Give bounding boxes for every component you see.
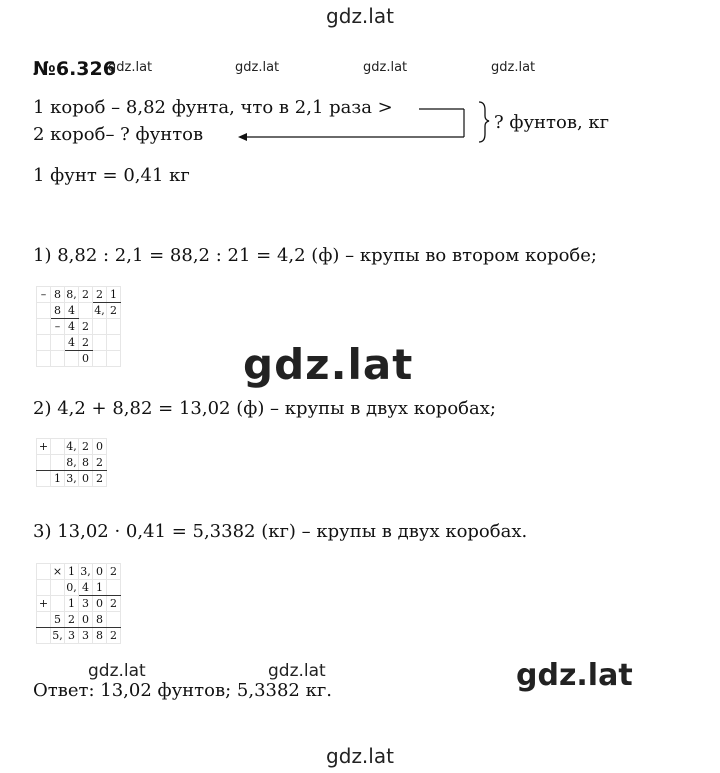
watermark-small-3: gdz.lat [363,60,408,75]
add-row-3: 1 3, 0 2 [37,471,107,487]
step-2: 2) 4,2 + 8,82 = 13,02 (ф) – крупы в двух коробах; [33,398,496,419]
addition-column [36,438,107,487]
condition-line-2: 2 короб– ? фунтов [33,124,204,145]
watermark-top: gdz.lat [326,4,394,28]
watermark-small-4: gdz.lat [491,60,536,75]
watermark-small-2: gdz.lat [235,60,280,75]
division-column [36,286,121,367]
mul-row-4: 5 2 0 8 [37,612,121,628]
condition-line-1: 1 короб – 8,82 фунта, что в 2,1 раза > [33,97,393,118]
div-row-5: 0 [37,351,121,367]
brace-note: ? фунтов, кг [494,112,610,133]
mul-row-1: × 1 3, 0 2 [37,564,121,580]
watermark-mid-left: gdz.lat [88,661,146,681]
mul-row-2: 0, 4 1 [37,580,121,596]
multiplication-column [36,563,121,644]
conversion-line: 1 фунт = 0,41 кг [33,165,190,186]
mul-row-3: + 1 3 0 2 [37,596,121,612]
watermark-bottom: gdz.lat [326,744,394,768]
answer-line: Ответ: 13,02 фунтов; 5,3382 кг. [33,680,332,701]
div-row-3: – 4 2 [37,319,121,335]
mul-row-5: 5, 3 3 8 2 [37,628,121,644]
watermark-big-right: gdz.lat [516,658,633,693]
div-row-2: 8 4 4, 2 [37,303,121,319]
comparison-arrow-brace [236,100,496,146]
step-3: 3) 13,02 · 0,41 = 5,3382 (кг) – крупы в двух коробах. [33,521,528,542]
watermark-big-center: gdz.lat [243,340,414,389]
div-row-4: 4 2 [37,335,121,351]
step-1: 1) 8,82 : 2,1 = 88,2 : 21 = 4,2 (ф) – крупы во втором коробе; [33,245,597,266]
task-number: №6.326 [33,58,116,80]
add-row-1: + 4, 2 0 [37,439,107,455]
add-row-2: 8, 8 2 [37,455,107,471]
watermark-mid-center: gdz.lat [268,661,326,681]
div-row-1: – 8 8, 2 2 1 [37,287,121,303]
watermark-small-1: gdz.lat [108,60,153,75]
